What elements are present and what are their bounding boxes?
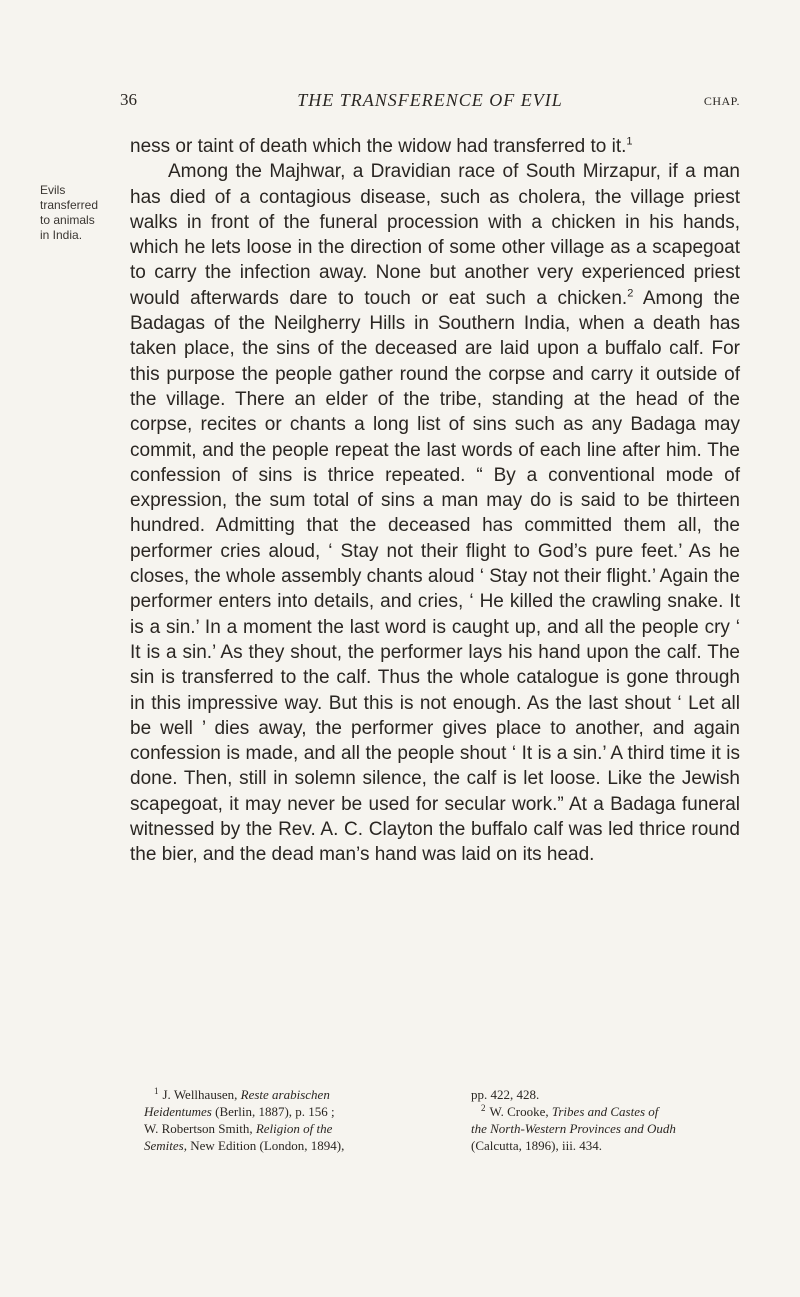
footnote-ref-1: 1 bbox=[626, 135, 633, 148]
paragraph-text-part2: Among the Badagas of the Neilgherry Hills in Southern India, when a death has taken place, the sins of the deceased are laid upon a buffalo calf. For this purpose the people gather round the corpse and carry it outside of the village. There an elder of the tribe, standing at the head of the corpse, recites or chants a long list of sins such as any Badaga may commit, and the people repeat the last words of each line after him. The confession of sins is thrice repeated. “ By a conventional mode of expression, the sum total of sins a man may do is said to be thirteen hundred. Admitting that the deceased has committed them all, the performer cries aloud, ‘ Stay not their flight to God’s pure feet.’ As he closes, the whole assembly chants aloud ‘ Stay not their flight.’ Again the performer enters into details, and cries, ‘ He killed the crawling snake. It is a sin.’ In a moment the last word is caught up, and all the people cry ‘ It is a sin.’ As they shout, the performer lays his hand upon the calf. The sin is transferred to the calf. Thus the whole catalogue is gone through in this impressive way. But this is not enough. As the last shout ‘ Let all be well ’ dies away, the performer gives place to another, and again confession is made, and all the people shout ‘ It is a sin.’ A third time it is done. Then, still in solemn silence, the calf is let loose. Like the Jewish scapegoat, it may never be used for secular work.” At a Badaga funeral witnessed by the Rev. A. C. Clayton the buffalo calf was led thrice round the bier, and the dead man’s hand was laid on its head. bbox=[130, 287, 740, 866]
sidenote-line: transferred bbox=[40, 198, 99, 212]
footnote-line: Semites, New Edition (London, 1894), bbox=[144, 1138, 345, 1153]
paragraph-majhwar-badagas bbox=[130, 159, 740, 867]
footnote-number: 2 bbox=[481, 1102, 486, 1113]
chapter-mark: CHAP. bbox=[703, 94, 740, 108]
footnote-line: $^1$ J. Wellhausen, Reste arabischen bbox=[154, 1085, 330, 1102]
footnote-line: (Calcutta, 1896), iii. 434. bbox=[471, 1138, 603, 1153]
paragraph-text-part1: Among the Majhwar, a Dravidian race of South Mirzapur, if a man has died of a contagious disease, such as cholera, the village priest walks in front of the funeral procession with a chicken in his hands, which he lets loose in the direction of some other village as a scapegoat to carry the infection away. None but another very experienced priest would afterwards dare to touch or eat such a chicken. bbox=[130, 161, 740, 309]
sidenote-line: in India. bbox=[40, 228, 83, 242]
footnote-2 bbox=[471, 1086, 745, 1154]
footnote-number: 1 bbox=[154, 1085, 159, 1096]
margin-sidenote bbox=[40, 183, 118, 243]
page-number: 36 bbox=[120, 90, 137, 109]
footnote-line: Heidentumes (Berlin, 1887), p. 156 ; bbox=[144, 1104, 335, 1119]
footnote-line: the North-Western Provinces and Oudh bbox=[471, 1121, 676, 1136]
continuation-text: ness or taint of death which the widow had transferred to it. bbox=[130, 136, 627, 157]
body-text bbox=[130, 134, 740, 868]
sidenote-line: to animals bbox=[40, 213, 95, 227]
footnote-1 bbox=[144, 1086, 462, 1154]
footnote-line: W. Robertson Smith, Religion of the bbox=[144, 1121, 333, 1136]
running-title: THE TRANSFERENCE OF EVIL bbox=[297, 90, 563, 110]
sidenote-line: Evils bbox=[40, 183, 66, 197]
footnote-ref-2: 2 bbox=[627, 287, 634, 300]
paragraph-continuation bbox=[130, 134, 740, 159]
footnote-line: pp. 422, 428. bbox=[471, 1087, 540, 1102]
footnote-line: $^2$ W. Crooke, Tribes and Castes of bbox=[481, 1102, 659, 1119]
page-header bbox=[120, 90, 740, 116]
